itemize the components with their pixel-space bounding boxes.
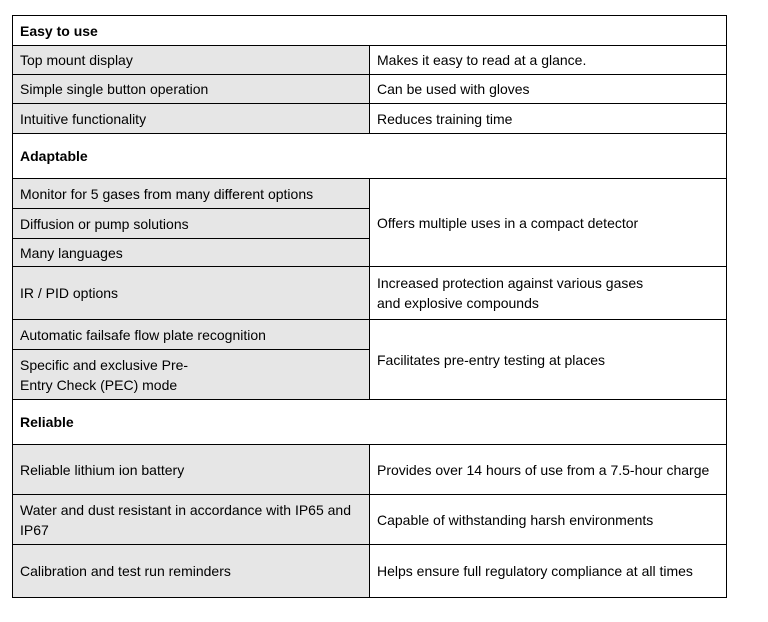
feature-cell: Many languages [13,239,370,267]
table-row [13,445,727,495]
table-row [13,75,727,104]
table-row [13,545,727,598]
section-header-row [13,16,727,46]
benefit-cell: Can be used with gloves [370,75,727,104]
feature-cell: Diffusion or pump solutions [13,209,370,239]
section-title-reliable: Reliable [13,400,727,445]
table-row [13,320,727,350]
feature-cell: Top mount display [13,46,370,75]
benefit-cell: Offers multiple uses in a compact detector [370,179,727,267]
section-header-row [13,134,727,179]
benefit-cell: Capable of withstanding harsh environments [370,495,727,545]
table-row [13,104,727,134]
benefit-cell: Makes it easy to read at a glance. [370,46,727,75]
benefit-cell: Reduces training time [370,104,727,134]
benefit-cell: Increased protection against various gases and explosive compounds [370,267,727,320]
feature-cell: Reliable lithium ion battery [13,445,370,495]
feature-cell: IR / PID options [13,267,370,320]
feature-cell: Water and dust resistant in accordance with IP65 and IP67 [13,495,370,545]
feature-cell: Specific and exclusive Pre- Entry Check (PEC) mode [13,350,370,400]
table-row [13,179,727,209]
section-title-easy-to-use: Easy to use [13,16,727,46]
benefit-cell: Provides over 14 hours of use from a 7.5-hour charge [370,445,727,495]
benefit-cell: Helps ensure full regulatory compliance at all times [370,545,727,598]
feature-cell: Simple single button operation [13,75,370,104]
section-title-adaptable: Adaptable [13,134,727,179]
table-row [13,46,727,75]
feature-cell: Automatic failsafe flow plate recognition [13,320,370,350]
section-header-row [13,400,727,445]
feature-cell: Calibration and test run reminders [13,545,370,598]
benefit-cell: Facilitates pre-entry testing at places [370,320,727,400]
feature-cell: Intuitive functionality [13,104,370,134]
feature-cell: Monitor for 5 gases from many different options [13,179,370,209]
table-row [13,495,727,545]
table-row [13,267,727,320]
feature-benefit-table [12,15,727,598]
